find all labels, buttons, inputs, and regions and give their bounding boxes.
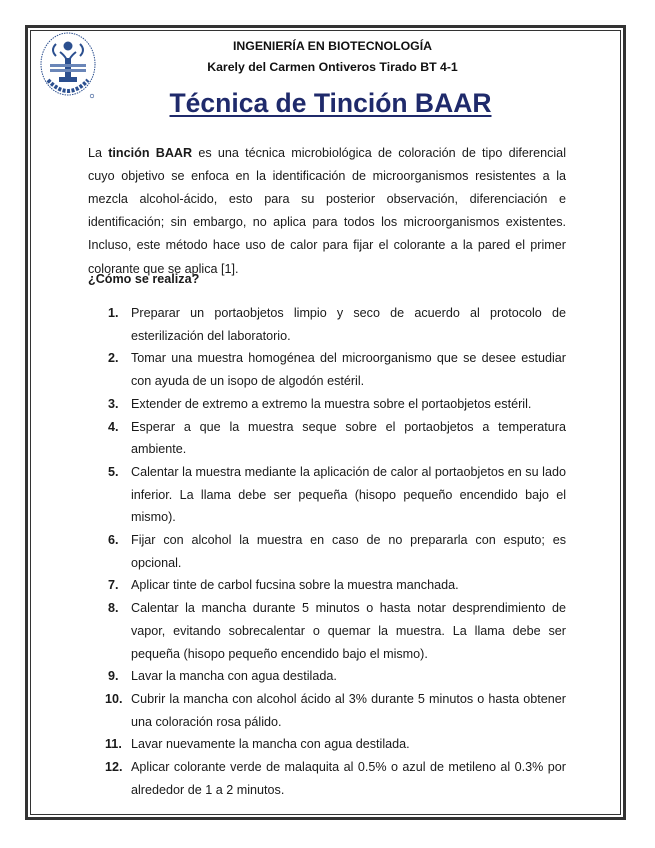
list-item-number: 12.: [105, 760, 123, 775]
list-item: [88, 347, 566, 392]
list-item: [88, 416, 566, 461]
list-item-number: 4.: [108, 419, 119, 434]
program-heading: INGENIERÍA EN BIOTECNOLOGÍA: [232, 39, 433, 53]
list-item-number: 9.: [108, 669, 119, 684]
intro-lead: La: [88, 145, 109, 160]
list-item-text: Aplicar colorante verde de malaquita al 0.5% o azul de metileno al 0.3% por alrededor de 1 a 2 minutos.: [131, 760, 566, 797]
list-item-text: Aplicar tinte de carbol fucsina sobre la muestra manchada.: [131, 578, 459, 593]
list-item-text: Calentar la muestra mediante la aplicación de calor al portaobjetos en su lado inferior. La llama debe ser pequeña (hisopo pequeño encendido bajo el mismo).: [131, 464, 566, 525]
list-item-text: Lavar nuevamente la mancha con agua destilada.: [131, 737, 410, 752]
list-item: [88, 461, 566, 529]
list-item-number: 10.: [105, 691, 123, 706]
list-item-text: Tomar una muestra homogénea del microorganismo que se desee estudiar con ayuda de un isopo de algodón estéril.: [131, 351, 566, 389]
list-item: [88, 688, 566, 733]
list-item-text: Fijar con alcohol la muestra en caso de no prepararla con esputo; es opcional.: [131, 533, 566, 570]
list-item-text: Cubrir la mancha con alcohol ácido al 3% durante 5 minutos o hasta obtener una coloración rosa pálido.: [131, 691, 566, 729]
list-item-text: Extender de extremo a extremo la muestra sobre el portaobjetos estéril.: [131, 396, 532, 411]
intro-bold-term: tinción BAAR: [108, 145, 193, 160]
list-item-number: 6.: [108, 533, 119, 548]
document-title: Técnica de Tinción BAAR: [169, 88, 492, 118]
list-item: [88, 733, 566, 756]
list-item-text: Calentar la mancha durante 5 minutos o hasta notar desprendimiento de vapor, evitando sobrecalentar o quemar la muestra. La llama debe ser pequeña (hisopo pequeño encendido bajo el mismo).: [131, 601, 566, 661]
list-item: [88, 302, 566, 347]
section-heading: ¿Cómo se realiza?: [88, 272, 200, 286]
list-item-text: Lavar la mancha con agua destilada.: [131, 669, 337, 684]
list-item-text: Preparar un portaobjetos limpio y seco de acuerdo al protocolo de esterilización del laboratorio.: [131, 306, 566, 343]
list-item-number: 7.: [108, 578, 119, 593]
steps-list: [88, 302, 566, 801]
intro-paragraph: [88, 142, 566, 281]
list-item-text: Esperar a que la muestra seque sobre el portaobjetos a temperatura ambiente.: [131, 419, 566, 457]
list-item: [88, 597, 566, 665]
list-item: [88, 756, 566, 801]
list-item-number: 11.: [105, 737, 122, 752]
list-item-number: 1.: [108, 306, 119, 320]
list-item: [88, 665, 566, 688]
list-item: [88, 574, 566, 597]
author-line: Karely del Carmen Ontiveros Tirado BT 4-1: [207, 60, 458, 74]
list-item-number: 5.: [108, 464, 119, 479]
intro-text: es una técnica microbiológica de coloración de tipo diferencial cuyo objetivo se enfoca en la identificación de microorganismos resistentes a la mezcla alcohol-ácido, esto para su posterior observación, diferenciación e identificación; sin embargo, no aplica para todos los microorganismos existentes. Incluso, este método hace uso de calor para fijar el colorante a la pared el primer colorante que se aplica [1].: [88, 145, 566, 276]
list-item-number: 8.: [108, 601, 119, 616]
list-item: [88, 529, 566, 574]
list-item: [88, 393, 566, 416]
list-item-number: 3.: [108, 396, 119, 411]
list-item-number: 2.: [108, 351, 119, 366]
